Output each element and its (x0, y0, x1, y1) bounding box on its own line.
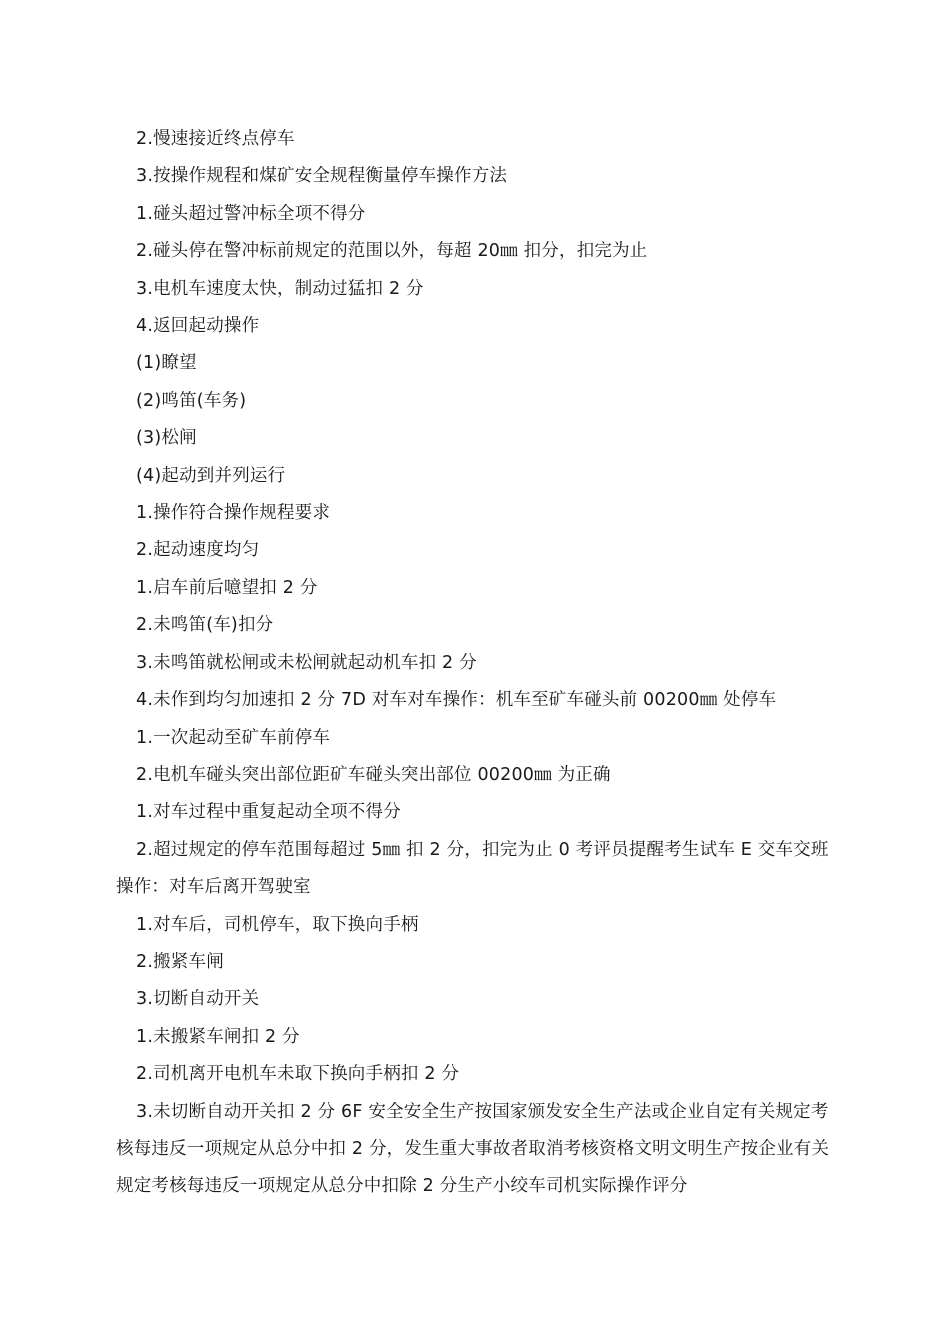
paragraph: 3.电机车速度太快，制动过猛扣 2 分 (136, 278, 424, 299)
document-body (116, 121, 838, 1206)
paragraph: (2)鸣笛(车务) (136, 390, 247, 411)
paragraph: 4.返回起动操作 (136, 316, 260, 337)
paragraph: 2.司机离开电机车未取下换向手柄扣 2 分 (136, 1064, 460, 1085)
paragraph: 1.碰头超过警冲标全项不得分 (136, 203, 366, 224)
paragraph: 4.未作到均匀加速扣 2 分 7D 对车对车操作：机车至矿车碰头前 00200㎜ 处停车 (136, 690, 777, 711)
paragraph: 1.对车过程中重复起动全项不得分 (136, 802, 401, 823)
paragraph: 2.慢速接近终点停车 (136, 129, 295, 149)
paragraph: (3)松闸 (136, 428, 197, 449)
paragraph: (4)起动到并列运行 (136, 465, 286, 486)
paragraph: 2.碰头停在警冲标前规定的范围以外，每超 20㎜ 扣分，扣完为止 (136, 241, 648, 262)
paragraph: 2.未鸣笛(车)扣分 (136, 615, 274, 636)
paragraph: 1.操作符合操作规程要求 (136, 503, 331, 524)
paragraph: (1)瞭望 (136, 353, 197, 374)
paragraph: 1.一次起动至矿车前停车 (136, 727, 331, 748)
paragraph: 3.切断自动开关 (136, 989, 260, 1010)
paragraph: 1.对车后，司机停车，取下换向手柄 (136, 914, 419, 935)
paragraph: 2.电机车碰头突出部位距矿车碰头突出部位 00200㎜ 为正确 (136, 764, 611, 785)
paragraph: 2.起动速度均匀 (136, 540, 260, 561)
paragraph: 3.未鸣笛就松闸或未松闸就起动机车扣 2 分 (136, 652, 477, 673)
paragraph: 3.按操作规程和煤矿安全规程衡量停车操作方法 (136, 166, 508, 187)
paragraph: 1.启车前后噫望扣 2 分 (136, 577, 318, 598)
paragraph: 2.超过规定的停车范围每超过 5㎜ 扣 2 分，扣完为止 0 考评员提醒考生试车 E 交车交班操作：对车后离开驾驶室 (116, 839, 829, 898)
paragraph: 2.搬紧车闸 (136, 951, 224, 972)
paragraph: 3.未切断自动开关扣 2 分 6F 安全安全生产按国家颁发安全生产法或企业自定有关规定考核每违反一项规定从总分中扣 2 分，发生重大事故者取消考核资格文明文明生产按企业有关规定考核每违反一项规定从总分中扣除 2 分生产小绞车司机实际操作评分 (116, 1101, 830, 1197)
paragraph: 1.未搬紧车闸扣 2 分 (136, 1026, 300, 1047)
